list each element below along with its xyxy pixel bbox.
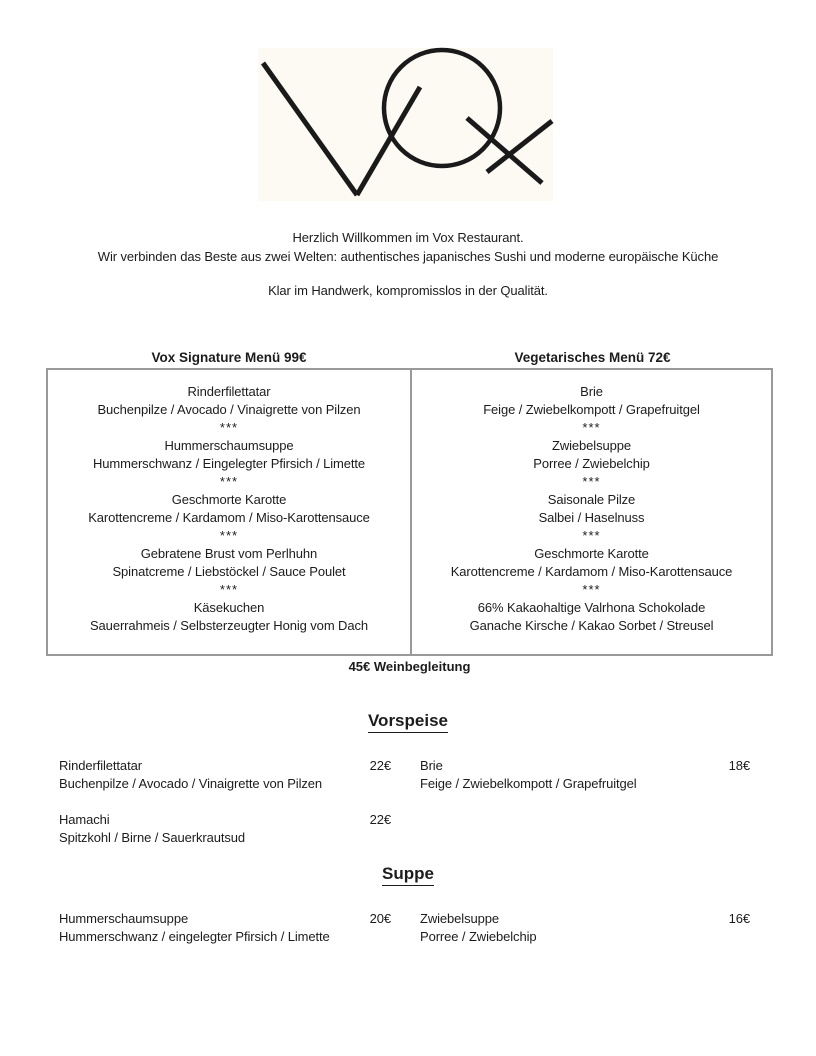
course bbox=[48, 437, 410, 491]
item-desc: Hummerschwanz / eingelegter Pfirsich / Limette bbox=[59, 929, 330, 944]
course bbox=[48, 491, 410, 545]
welcome-line-1: Herzlich Willkommen im Vox Restaurant. bbox=[292, 230, 524, 245]
course bbox=[412, 599, 771, 635]
signature-menu-column bbox=[48, 370, 412, 654]
item-desc: Feige / Zwiebelkompott / Grapefruitgel bbox=[420, 776, 637, 791]
item-price: 22€ bbox=[369, 758, 391, 773]
section-heading-vorspeise: Vorspeise bbox=[0, 711, 816, 733]
item-name: Rinderfilettatar bbox=[59, 758, 142, 773]
course-separator: *** bbox=[219, 528, 239, 543]
course-desc: Spinatcreme / Liebstöckel / Sauce Poulet bbox=[112, 564, 346, 579]
signature-menu-title: Vox Signature Menü 99€ bbox=[151, 350, 307, 365]
course-name: Saisonale Pilze bbox=[547, 492, 636, 507]
menu-item bbox=[420, 757, 750, 793]
welcome-line-3: Klar im Handwerk, kompromisslos in der Qualität. bbox=[268, 283, 548, 298]
course-name: Zwiebelsuppe bbox=[551, 438, 631, 453]
vox-logo bbox=[258, 48, 553, 201]
course bbox=[412, 383, 771, 437]
item-price: 22€ bbox=[369, 812, 391, 827]
menu-item bbox=[59, 811, 391, 847]
course-separator: *** bbox=[219, 582, 239, 597]
item-name: Brie bbox=[420, 758, 443, 773]
item-name: Zwiebelsuppe bbox=[420, 911, 500, 926]
course-desc: Sauerrahmeis / Selbsterzeugter Honig vom Dach bbox=[89, 618, 369, 633]
course bbox=[412, 545, 771, 599]
course bbox=[48, 599, 410, 635]
course-name: Brie bbox=[580, 384, 603, 399]
set-menu-box bbox=[46, 368, 773, 656]
item-price: 18€ bbox=[728, 758, 750, 773]
course-desc: Porree / Zwiebelchip bbox=[533, 456, 650, 471]
course-separator: *** bbox=[582, 420, 601, 435]
course-desc: Buchenpilze / Avocado / Vinaigrette von Pilzen bbox=[97, 402, 361, 417]
vox-logo-icon bbox=[258, 48, 553, 201]
section-heading-suppe: Suppe bbox=[0, 864, 816, 886]
course bbox=[412, 437, 771, 491]
welcome-line-2: Wir verbinden das Beste aus zwei Welten: authentisches japanisches Sushi und moderne europäische Küche bbox=[97, 249, 719, 264]
menu-item bbox=[59, 910, 391, 946]
vegetarian-menu-title: Vegetarisches Menü 72€ bbox=[514, 350, 671, 365]
course-name: 66% Kakaohaltige Valrhona Schokolade bbox=[477, 600, 706, 615]
course-name: Rinderfilettatar bbox=[187, 384, 271, 399]
course-desc: Feige / Zwiebelkompott / Grapefruitgel bbox=[483, 402, 700, 417]
course-name: Käsekuchen bbox=[193, 600, 265, 615]
course-name: Geschmorte Karotte bbox=[534, 546, 649, 561]
course-separator: *** bbox=[582, 474, 601, 489]
course-desc: Hummerschwanz / Eingelegter Pfirsich / Limette bbox=[92, 456, 366, 471]
course-separator: *** bbox=[582, 528, 601, 543]
course bbox=[48, 383, 410, 437]
item-name: Hamachi bbox=[59, 812, 110, 827]
item-name: Hummerschaumsuppe bbox=[59, 911, 189, 926]
vegetarian-menu-column bbox=[412, 370, 771, 654]
item-desc: Spitzkohl / Birne / Sauerkrautsud bbox=[59, 830, 246, 845]
course-name: Geschmorte Karotte bbox=[171, 492, 287, 507]
item-desc: Buchenpilze / Avocado / Vinaigrette von Pilzen bbox=[59, 776, 323, 791]
course-separator: *** bbox=[219, 474, 239, 489]
course-separator: *** bbox=[219, 420, 239, 435]
course-name: Gebratene Brust vom Perlhuhn bbox=[140, 546, 318, 561]
item-price: 16€ bbox=[728, 911, 750, 926]
wine-pairing: 45€ Weinbegleitung bbox=[348, 659, 471, 674]
menu-item bbox=[59, 757, 391, 793]
menu-item bbox=[420, 910, 750, 946]
course-desc: Ganache Kirsche / Kakao Sorbet / Streusel bbox=[469, 618, 714, 633]
course-desc: Karottencreme / Kardamom / Miso-Karottensauce bbox=[450, 564, 733, 579]
course-desc: Karottencreme / Kardamom / Miso-Karottensauce bbox=[88, 510, 370, 525]
course bbox=[412, 491, 771, 545]
course bbox=[48, 545, 410, 599]
course-name: Hummerschaumsuppe bbox=[164, 438, 294, 453]
course-separator: *** bbox=[582, 582, 601, 597]
item-desc: Porree / Zwiebelchip bbox=[420, 929, 537, 944]
course-desc: Salbei / Haselnuss bbox=[538, 510, 645, 525]
item-price: 20€ bbox=[369, 911, 391, 926]
